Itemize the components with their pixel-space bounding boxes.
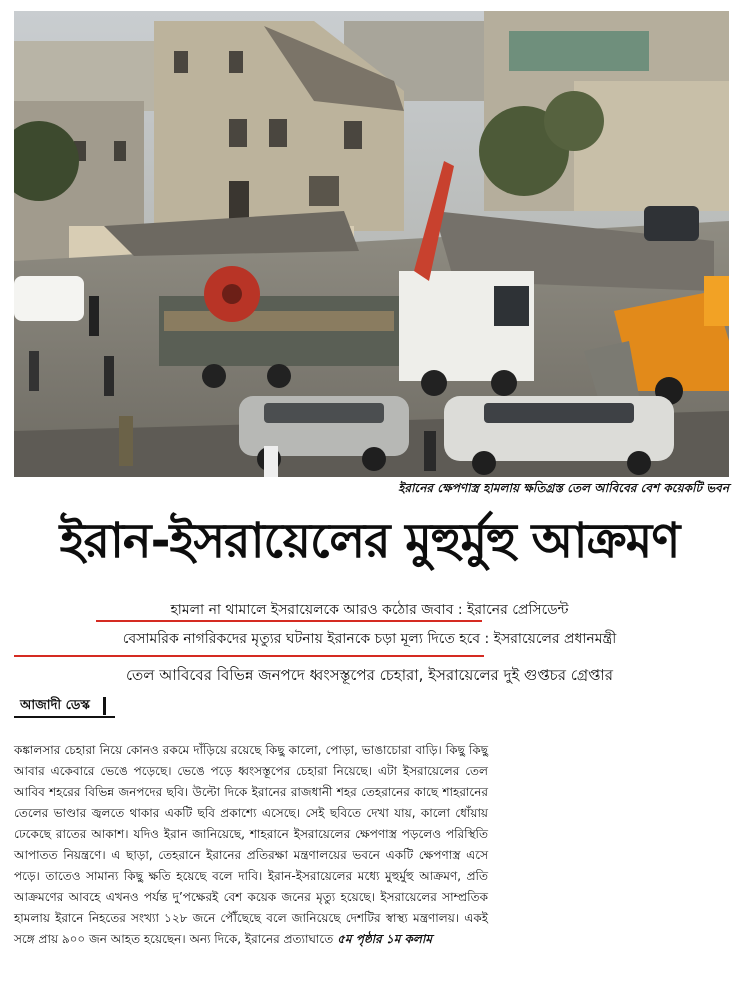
subhead-prime-minister: বেসামরিক নাগরিকদের মৃত্যুর ঘটনায় ইরানকে চড়া মূল্য দিতে হবে : ইসরায়েলের প্রধানমন্ত্রী bbox=[122, 631, 617, 647]
byline: আজাদী ডেস্ক bbox=[14, 695, 115, 718]
continuation-link[interactable]: ৫ম পৃষ্ঠার ১ম কলাম bbox=[337, 932, 433, 946]
byline-bar bbox=[103, 697, 106, 715]
subhead-president: হামলা না থামালে ইসরায়েলকে আরও কঠোর জবাব : ইরানের প্রেসিডেন্ট bbox=[170, 602, 569, 618]
headline: ইরান-ইসরায়েলের মুহুর্মুহু আক্রমণ bbox=[59, 513, 680, 569]
news-photo bbox=[14, 11, 729, 477]
article-text: কঙ্কালসার চেহারা নিয়ে কোনও রকমে দাঁড়িয়ে রয়েছে কিছু কালো, পোড়া, ভাঙাচোরা বাড়ি। কিছু কিছু আবার একেবারে ভেঙে পড়েছে। ভেঙে পড়ে ধ্বংসস্তূপের চেহারা নিয়েছে। এটা ইসরায়েলের তেল আবিব শহরের বিভিন্ন জনপদের ছবি। উল্টো দিকে ইরানের রাজধানী শহর তেহরানের কাছে শাহরানের তেলের ভাণ্ডার জ্বলতে থাকার একটি ছবি প্রকাশ্যে এসেছে। সেই ছবিতে দেখা যায়, কালো ধোঁয়ায় ঢেকেছে রাতের আকাশ। যদিও ইরান জানিয়েছে, শাহরানে ইসরায়েলের ক্ষেপণাস্ত্র পড়লেও পরিস্থিতি আপাতত নিয়ন্ত্রণে। এ ছাড়া, তেহরানে ইরানের প্রতিরক্ষা মন্ত্রণালয়ের ভবনে একটি ক্ষেপণাস্ত্র এসে পড়ে। তাতেও সামান্য কিছু ক্ষতি হয়েছে বলে দাবি। ইরান-ইসরায়েলের মধ্যে মুহুর্মুহু আক্রমণ, প্রতি আক্রমণের আবহে এখনও পর্যন্ত দু’পক্ষেরই বেশ কয়েক জনের মৃত্যু হয়েছে। ইসরায়েলের সাম্প্রতিক হামলায় ইরানে নিহতের সংখ্যা ১২৮ জনে পৌঁছেছে বলে জানিয়েছে দেশটির স্বাস্থ্য মন্ত্রণালয়। একই সঙ্গে প্রায় ৯০০ জন আহত হয়েছেন। অন্য দিকে, ইরানের প্রত্যাঘাতে bbox=[14, 743, 488, 946]
photo-caption: ইরানের ক্ষেপণাস্ত্র হামলায় ক্ষতিগ্রস্ত তেল আবিবের বেশ কয়েকটি ভবন bbox=[398, 481, 729, 495]
photo-rubble-scene-icon bbox=[14, 11, 729, 477]
article-body bbox=[14, 740, 488, 950]
red-divider bbox=[96, 620, 482, 622]
red-divider bbox=[14, 655, 484, 657]
subhead-tel-aviv: তেল আবিবের বিভিন্ন জনপদে ধ্বংসস্তূপের চেহারা, ইসরায়েলের দুই গুপ্তচর গ্রেপ্তার bbox=[125, 666, 614, 684]
